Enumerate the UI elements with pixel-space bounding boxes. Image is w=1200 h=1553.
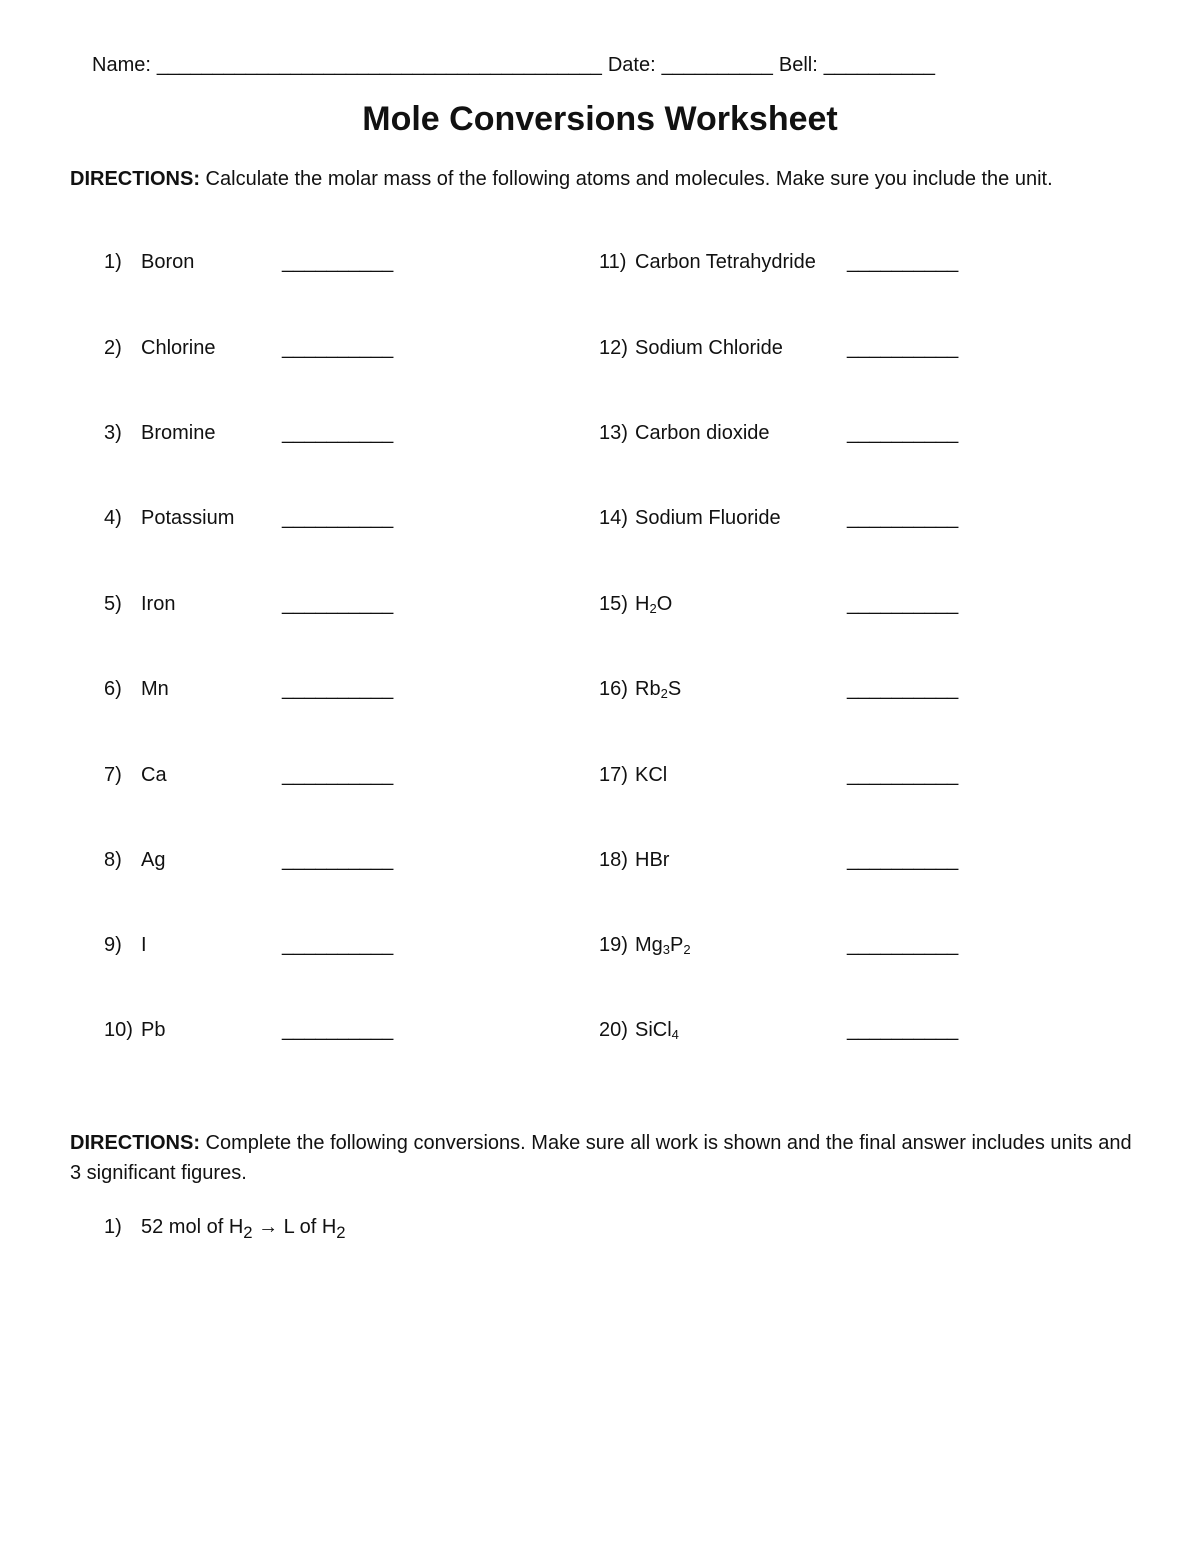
worksheet-title: Mole Conversions Worksheet xyxy=(362,100,838,138)
answer-blank[interactable]: __________ xyxy=(847,422,959,444)
item-label: Mn xyxy=(141,678,169,700)
item-number: 17) xyxy=(599,764,628,786)
subscript: 2 xyxy=(243,1223,253,1242)
formula-part: H xyxy=(635,593,650,615)
item-number: 16) xyxy=(599,678,628,700)
subscript: 2 xyxy=(649,601,657,616)
item-number: 15) xyxy=(599,593,628,615)
item-number: 13) xyxy=(599,422,628,444)
subscript: 2 xyxy=(660,686,668,701)
bell-label: Bell: xyxy=(778,54,818,76)
directions-text: Complete the following conversions. Make sure all work is shown and the final answer includes units and 3 significant figures. xyxy=(70,1132,1132,1184)
item-number: 14) xyxy=(599,507,628,529)
item-number: 12) xyxy=(599,337,628,359)
answer-blank[interactable]: __________ xyxy=(282,422,394,444)
answer-blank[interactable]: __________ xyxy=(847,1019,959,1041)
item-label xyxy=(635,593,672,616)
answer-blank[interactable]: __________ xyxy=(847,593,959,615)
item-number: 6) xyxy=(104,678,122,700)
item-label xyxy=(635,678,681,701)
answer-blank[interactable]: __________ xyxy=(282,251,394,273)
formula-part: O xyxy=(656,593,673,615)
conversion-directions xyxy=(70,1128,1140,1188)
item-label: I xyxy=(141,934,147,956)
item-label: KCl xyxy=(635,764,668,786)
subscript: 4 xyxy=(671,1027,679,1042)
item-label: Ag xyxy=(141,849,166,871)
formula-part: 52 mol of H xyxy=(141,1216,244,1238)
answer-blank[interactable]: __________ xyxy=(847,251,959,273)
conversion-text xyxy=(141,1216,346,1242)
item-number: 4) xyxy=(104,507,122,529)
item-label: HBr xyxy=(635,849,670,871)
item-number: 8) xyxy=(104,849,122,871)
formula-part: P xyxy=(670,934,684,956)
answer-blank[interactable]: __________ xyxy=(282,507,394,529)
item-label: Sodium Chloride xyxy=(635,337,783,359)
item-number: 5) xyxy=(104,593,122,615)
answer-blank[interactable]: __________ xyxy=(847,678,959,700)
answer-blank[interactable]: __________ xyxy=(282,337,394,359)
item-label: Iron xyxy=(141,593,176,615)
item-label: Carbon Tetrahydride xyxy=(635,251,816,273)
item-number: 7) xyxy=(104,764,122,786)
date-label: Date: xyxy=(607,54,656,76)
formula-part: → L of H xyxy=(252,1216,337,1238)
subscript: 2 xyxy=(336,1223,346,1242)
item-label xyxy=(635,934,691,957)
item-number: 11) xyxy=(599,251,627,273)
item-label: Chlorine xyxy=(141,337,216,359)
answer-blank[interactable]: __________ xyxy=(282,593,394,615)
directions-label: DIRECTIONS: xyxy=(70,1132,200,1154)
item-number: 9) xyxy=(104,934,122,956)
answer-blank[interactable]: __________ xyxy=(282,934,394,956)
item-label xyxy=(635,1019,679,1042)
item-number: 10) xyxy=(104,1019,133,1041)
item-label: Bromine xyxy=(141,422,216,444)
directions-label: DIRECTIONS: xyxy=(70,168,200,190)
subscript: 2 xyxy=(683,942,691,957)
formula-part: SiCl xyxy=(635,1019,672,1041)
item-number: 1) xyxy=(104,251,122,273)
formula-part: S xyxy=(667,678,682,700)
answer-blank[interactable]: __________ xyxy=(847,507,959,529)
name-blank[interactable]: ________________________________________ xyxy=(156,54,602,76)
student-info-line xyxy=(92,54,935,77)
answer-blank[interactable]: __________ xyxy=(282,1019,394,1041)
answer-blank[interactable]: __________ xyxy=(282,849,394,871)
answer-blank[interactable]: __________ xyxy=(282,678,394,700)
molar-mass-directions xyxy=(70,164,1140,194)
item-label: Potassium xyxy=(141,507,235,529)
item-number: 2) xyxy=(104,337,122,359)
answer-blank[interactable]: __________ xyxy=(847,337,959,359)
subscript: 3 xyxy=(662,942,671,957)
item-label: Ca xyxy=(141,764,167,786)
item-number: 1) xyxy=(104,1216,122,1238)
item-label: Boron xyxy=(141,251,195,273)
answer-blank[interactable]: __________ xyxy=(847,764,959,786)
formula-part: Mg xyxy=(635,934,663,956)
answer-blank[interactable]: __________ xyxy=(847,849,959,871)
item-number: 18) xyxy=(599,849,628,871)
item-number: 20) xyxy=(599,1019,628,1041)
item-number: 19) xyxy=(599,934,628,956)
item-label: Sodium Fluoride xyxy=(635,507,781,529)
bell-blank[interactable]: __________ xyxy=(823,54,936,76)
conversion-item xyxy=(104,1216,346,1243)
formula-part: Rb xyxy=(635,678,661,700)
answer-blank[interactable]: __________ xyxy=(282,764,394,786)
directions-text: Calculate the molar mass of the following atoms and molecules. Make sure you include the unit. xyxy=(200,168,1053,190)
name-label: Name: xyxy=(92,54,151,76)
date-blank[interactable]: __________ xyxy=(661,54,773,76)
answer-blank[interactable]: __________ xyxy=(847,934,959,956)
item-number: 3) xyxy=(104,422,122,444)
item-label: Carbon dioxide xyxy=(635,422,770,444)
item-label: Pb xyxy=(141,1019,166,1041)
